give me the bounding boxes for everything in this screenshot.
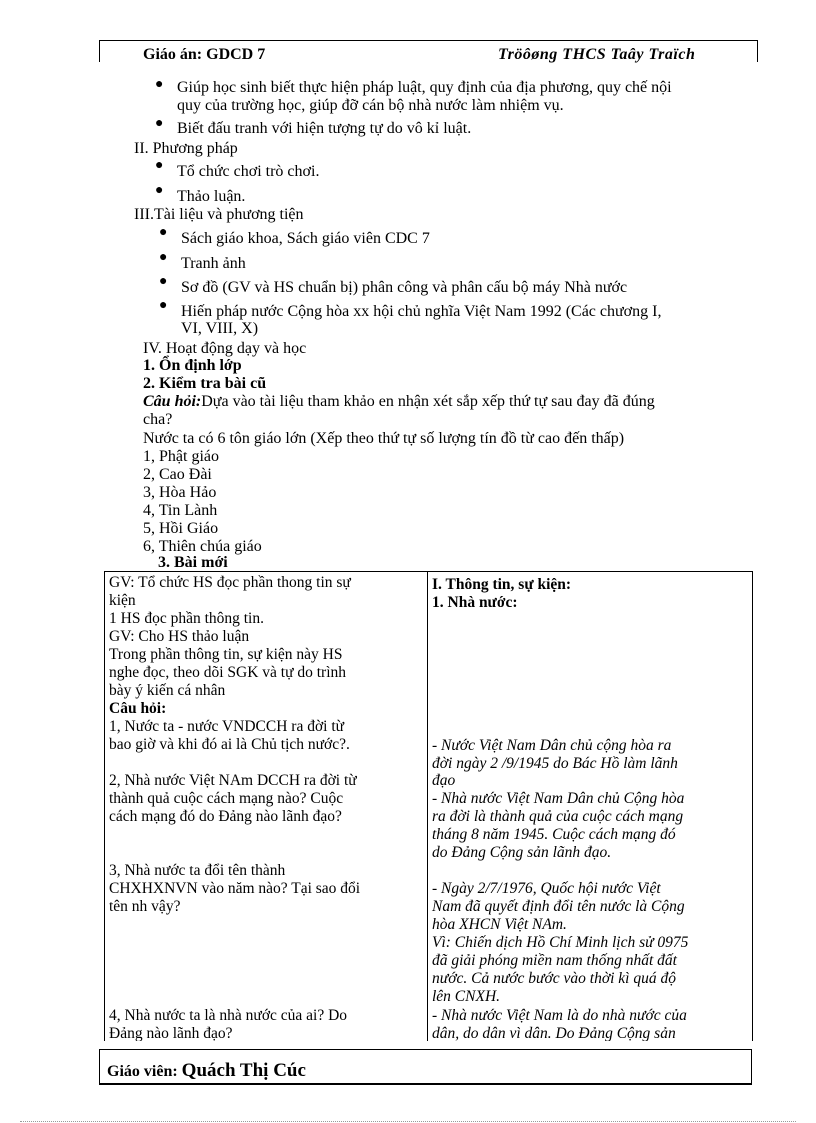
bullet-icon: ● — [155, 158, 164, 173]
table-column-divider — [427, 571, 428, 1041]
table-cell-left: 1 HS đọc phần thông tin. — [109, 610, 264, 627]
question-text: Dựa vào tài liệu tham khảo en nhận xét sắp xếp thứ tự sau đay đã đúng — [201, 393, 655, 410]
objective-line: Giúp học sinh biết thực hiện pháp luật, quy định của địa phương, quy chế nội — [177, 79, 672, 96]
table-cell-right: đạo — [432, 772, 456, 789]
table-cell-right-heading: I. Thông tin, sự kiện: — [432, 576, 572, 593]
table-cell-left: 2, Nhà nước Việt NAm DCCH ra đời từ — [109, 772, 357, 789]
table-cell-left: Trong phần thông tin, sự kiện này HS — [109, 646, 343, 663]
section-heading: II. Phương pháp — [134, 140, 238, 157]
table-cell-left: bày ý kiến cá nhân — [109, 682, 226, 699]
table-cell-left: tên nh vậy? — [109, 898, 181, 915]
table-cell-left: 3, Nhà nước ta đổi tên thành — [109, 862, 286, 879]
table-cell-left: bao giờ và khi đó ai là Chủ tịch nước?. — [109, 736, 350, 753]
material-item: VI, VIII, X) — [181, 320, 259, 337]
subsection-heading: 2. Kiểm tra bài cũ — [143, 375, 267, 392]
material-item: Sơ đồ (GV và HS chuẩn bị) phân công và phân cấu bộ máy Nhà nước — [181, 279, 628, 296]
table-cell-left: cách mạng đó do Đảng nào lãnh đạo? — [109, 808, 342, 825]
table-cell-right: - Nhà nước Việt Nam Dân chủ Cộng hòa — [432, 790, 685, 807]
table-cell-right: tháng 8 năm 1945. Cuộc cách mạng đó — [432, 826, 676, 843]
list-item: 2, Cao Đài — [143, 466, 212, 483]
material-item: Hiến pháp nước Cộng hòa xx hội chủ nghĩa Việt Nam 1992 (Các chương I, — [181, 303, 662, 320]
list-item: 3, Hòa Hảo — [143, 484, 217, 501]
header-right-border — [757, 40, 758, 62]
header-left-border — [99, 40, 100, 62]
footer-label: Giáo viên: — [107, 1063, 182, 1080]
material-item: Sách giáo khoa, Sách giáo viên CDC 7 — [181, 230, 430, 247]
table-cell-left: thành quả cuộc cách mạng nào? Cuộc — [109, 790, 344, 807]
table-cell-right: Vì: Chiến dịch Hồ Chí Minh lịch sử 0975 — [432, 934, 689, 951]
table-cell-left: 1, Nước ta - nước VNDCCH ra đời từ — [109, 718, 345, 735]
list-item: 4, Tin Lành — [143, 502, 218, 519]
question-label: Câu hỏi: — [143, 393, 202, 410]
footer-teacher — [107, 1062, 306, 1081]
table-cell-right: ra đời là thành quả của cuộc cách mạng — [432, 808, 684, 825]
method-item: Tổ chức chơi trò chơi. — [177, 163, 320, 180]
table-cell-right-heading: 1. Nhà nước: — [432, 594, 518, 611]
table-cell-left: GV: Tổ chức HS đọc phần thong tin sự — [109, 574, 351, 591]
list-item: 5, Hồi Giáo — [143, 520, 219, 537]
header-school: Tröôøng THCS Taây Traïch — [498, 46, 696, 63]
section-heading: III.Tài liệu và phương tiện — [134, 206, 304, 223]
list-item: 1, Phật giáo — [143, 448, 219, 465]
bullet-icon: ● — [155, 77, 164, 92]
table-cell-right: dân, do dân vì dân. Do Đảng Cộng sản — [432, 1025, 676, 1041]
bullet-icon: ● — [159, 298, 168, 313]
table-cell-right: - Nước Việt Nam Dân chủ cộng hòa ra — [432, 737, 672, 754]
table-cell-right: do Đảng Cộng sản lãnh đạo. — [432, 844, 612, 861]
table-cell-left: GV: Cho HS thảo luận — [109, 628, 250, 645]
table-cell-left: kiện — [109, 592, 136, 609]
bullet-icon: ● — [159, 250, 168, 265]
subsection-heading: 1. Ổn định lớp — [143, 357, 242, 374]
objective-line: quy của trường học, giúp đỡ cán bộ nhà nước làm nhiệm vụ. — [177, 97, 564, 114]
list-item: 6, Thiên chúa giáo — [143, 538, 262, 555]
question-line: cha? — [143, 411, 173, 428]
table-cell-right: Nam đã quyết định đổi tên nước là Cộng — [432, 898, 685, 915]
table-cell-left: nghe đọc, theo dõi SGK và tự do trình — [109, 664, 346, 681]
table-cell-right: lên CNXH. — [432, 988, 501, 1005]
table-cell-right: hòa XHCN Việt NAm. — [432, 916, 567, 933]
header-rule — [99, 40, 758, 41]
material-item: Tranh ảnh — [181, 255, 246, 272]
table-cell-right: đã giải phóng miền nam thống nhất đất — [432, 952, 677, 969]
method-item: Thảo luận. — [177, 188, 246, 205]
table-cell-right: đời ngày 2 /9/1945 do Bác Hồ làm lãnh — [432, 755, 678, 772]
bullet-icon: ● — [159, 225, 168, 240]
table-cell-right: nước. Cả nước bước vào thời kì quá độ — [432, 970, 676, 987]
table-cell-left: 4, Nhà nước ta là nhà nước của ai? Do — [109, 1007, 348, 1024]
question-line — [143, 393, 655, 411]
table-cell-left: CHXHXNVN vào năm nào? Tại sao đổi — [109, 880, 361, 897]
table-cell-right: - Ngày 2/7/1976, Quốc hội nước Việt — [432, 880, 661, 897]
table-cell-left: Đảng nào lãnh đạo? — [109, 1025, 233, 1041]
objective-line: Biết đấu tranh với hiện tượng tự do vô kỉ luật. — [177, 120, 472, 137]
note-line: Nước ta có 6 tôn giáo lớn (Xếp theo thứ tự số lượng tín đồ từ cao đến thấp) — [143, 430, 625, 447]
bullet-icon: ● — [155, 116, 164, 131]
bullet-icon: ● — [155, 183, 164, 198]
bullet-icon: ● — [159, 274, 168, 289]
section-heading: IV. Hoạt động dạy và học — [143, 340, 307, 357]
table-cell-left: Câu hỏi: — [109, 700, 167, 717]
table-cell-right: - Nhà nước Việt Nam là do nhà nước của — [432, 1007, 687, 1024]
teacher-name: Quách Thị Cúc — [181, 1060, 306, 1081]
subsection-heading: 3. Bài mới — [158, 554, 228, 571]
header-title: Giáo án: GDCD 7 — [143, 46, 266, 63]
